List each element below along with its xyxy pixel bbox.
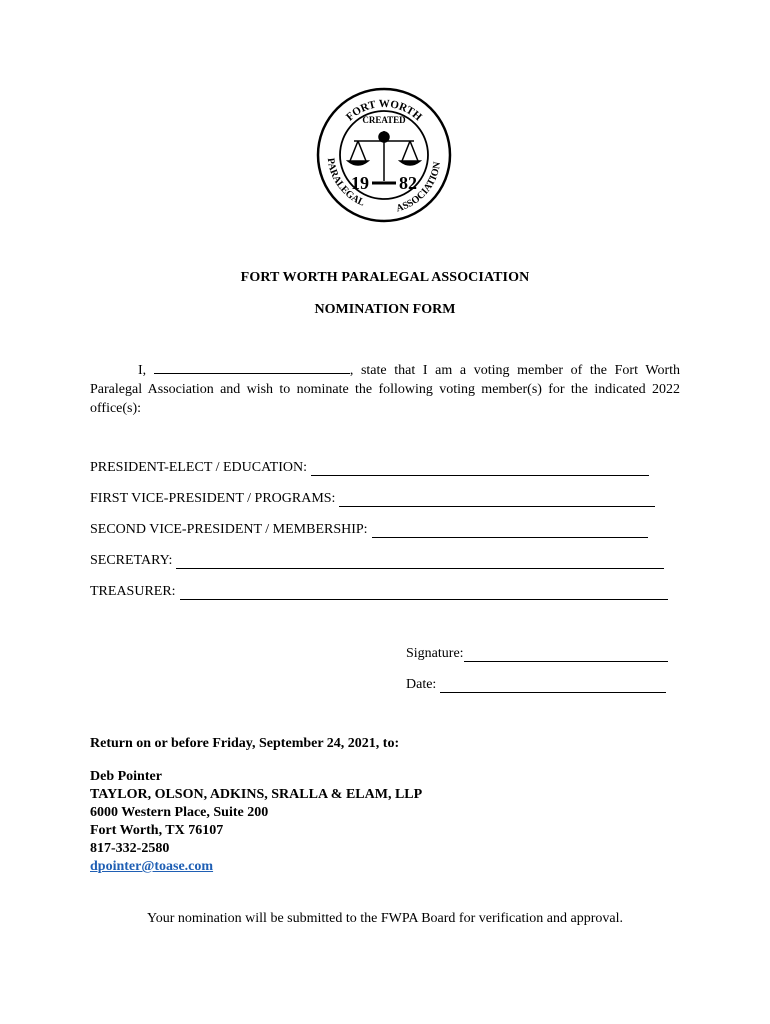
nominee-field-president-elect[interactable] — [311, 463, 649, 476]
seal-arc-top: FORT WORTH — [343, 97, 424, 124]
seal-arc-left: PARALEGAL — [324, 157, 367, 209]
nominee-field-second-vp[interactable] — [372, 525, 648, 538]
intro-prefix: I, — [138, 363, 147, 378]
form-title: FORT WORTH PARALEGAL ASSOCIATION — [240, 270, 530, 285]
nominee-field-secretary[interactable] — [176, 556, 664, 569]
law-firm: TAYLOR, OLSON, ADKINS, SRALLA & ELAM, LLP — [90, 787, 423, 802]
date-label: Date: — [406, 677, 437, 692]
office-row-second-vp — [90, 522, 648, 538]
office-label: SECRETARY: — [90, 553, 173, 568]
seal-year-right: 82 — [399, 173, 417, 193]
footer-note: Your nomination will be submitted to the FWPA Board for verification and approval. — [147, 911, 623, 926]
office-label: TREASURER: — [90, 584, 176, 599]
contact-name: Deb Pointer — [90, 769, 162, 784]
signature-row — [406, 646, 668, 662]
email-link[interactable]: dpointer@toase.com — [90, 859, 214, 874]
office-row-first-vp — [90, 491, 655, 507]
city-state-zip: Fort Worth, TX 76107 — [90, 823, 224, 838]
seal-year-left: 19 — [351, 173, 369, 193]
nominee-field-first-vp[interactable] — [339, 494, 655, 507]
street-address: 6000 Western Place, Suite 200 — [90, 805, 269, 820]
phone-number: 817-332-2580 — [90, 841, 170, 856]
intro-text: , state that I am a voting member of the Fort Worth Paralegal Association and wish to nominate the following voting member(s) for the indicated 2022 office(s): — [90, 363, 681, 416]
association-seal — [316, 85, 452, 225]
office-row-treasurer — [90, 584, 668, 600]
office-label: SECOND VICE-PRESIDENT / MEMBERSHIP: — [90, 522, 368, 537]
form-subtitle: NOMINATION FORM — [314, 302, 456, 317]
return-instructions: Return on or before Friday, September 24, 2021, to: — [90, 736, 400, 751]
office-label: FIRST VICE-PRESIDENT / PROGRAMS: — [90, 491, 336, 506]
date-row — [406, 677, 666, 693]
office-row-president-elect — [90, 460, 649, 476]
seal-created: CREATED — [362, 115, 406, 125]
seal-arc-right: ASSOCIATION — [394, 161, 444, 215]
member-name-field[interactable] — [154, 361, 350, 374]
intro-paragraph — [90, 361, 680, 418]
date-field[interactable] — [440, 680, 666, 693]
return-address — [90, 768, 422, 876]
signature-label: Signature: — [406, 646, 464, 661]
nominee-field-treasurer[interactable] — [180, 587, 668, 600]
office-row-secretary — [90, 553, 664, 569]
signature-field[interactable] — [464, 649, 668, 662]
office-label: PRESIDENT-ELECT / EDUCATION: — [90, 460, 307, 475]
